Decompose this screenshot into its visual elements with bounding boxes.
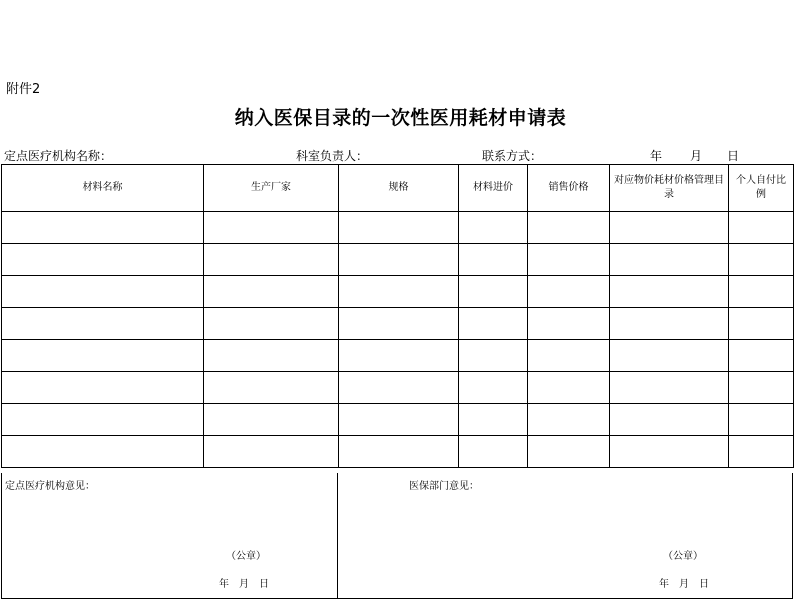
table-cell[interactable]: [459, 436, 528, 468]
table-cell[interactable]: [459, 372, 528, 404]
table-cell[interactable]: [528, 404, 610, 436]
table-cell[interactable]: [528, 340, 610, 372]
table-cell[interactable]: [610, 308, 729, 340]
institution-seal: （公章）: [226, 551, 266, 562]
table-cell[interactable]: [204, 276, 339, 308]
institution-opinion-box[interactable]: [1, 473, 338, 599]
table-cell[interactable]: [2, 372, 204, 404]
table-cell[interactable]: [339, 436, 459, 468]
table-cell[interactable]: [729, 436, 794, 468]
date-year: 年: [650, 149, 663, 163]
table-row: [2, 276, 794, 308]
attachment-label: 附件2: [6, 82, 41, 97]
table-row: [2, 436, 794, 468]
institution-name-label: 定点医疗机构名称：: [4, 149, 113, 163]
table-cell[interactable]: [459, 276, 528, 308]
institution-date: 年 月 日: [219, 579, 269, 590]
table-cell[interactable]: [204, 404, 339, 436]
table-cell[interactable]: [2, 436, 204, 468]
insurance-seal: （公章）: [663, 551, 703, 562]
table-cell[interactable]: [339, 244, 459, 276]
insurance-opinion-box[interactable]: [337, 473, 793, 599]
table-cell[interactable]: [339, 340, 459, 372]
table-cell[interactable]: [459, 244, 528, 276]
table-cell[interactable]: [610, 276, 729, 308]
contact-label: 联系方式：: [482, 149, 543, 163]
date-day: 日: [727, 149, 740, 163]
table-cell[interactable]: [204, 308, 339, 340]
table-header-row: [2, 165, 794, 212]
table-cell[interactable]: [610, 340, 729, 372]
table-cell[interactable]: [528, 276, 610, 308]
table-cell[interactable]: [528, 436, 610, 468]
table-cell[interactable]: [610, 212, 729, 244]
header-self-pay-ratio: 个人自付比例: [729, 165, 794, 212]
table-cell[interactable]: [729, 212, 794, 244]
table-cell[interactable]: [2, 244, 204, 276]
table-cell[interactable]: [610, 404, 729, 436]
table-row: [2, 212, 794, 244]
table-cell[interactable]: [528, 308, 610, 340]
table-cell[interactable]: [528, 244, 610, 276]
header-purchase-price: 材料进价: [459, 165, 528, 212]
table-cell[interactable]: [2, 276, 204, 308]
table-cell[interactable]: [339, 212, 459, 244]
header-manufacturer: 生产厂家: [204, 165, 339, 212]
table-cell[interactable]: [729, 244, 794, 276]
table-cell[interactable]: [2, 308, 204, 340]
table-cell[interactable]: [339, 404, 459, 436]
header-sale-price: 销售价格: [528, 165, 610, 212]
table-cell[interactable]: [339, 308, 459, 340]
table-cell[interactable]: [2, 404, 204, 436]
table-cell[interactable]: [459, 308, 528, 340]
table-cell[interactable]: [528, 372, 610, 404]
table-row: [2, 404, 794, 436]
materials-table: [1, 164, 794, 468]
table-cell[interactable]: [204, 372, 339, 404]
table-cell[interactable]: [729, 308, 794, 340]
table-cell[interactable]: [339, 372, 459, 404]
header-price-catalog: 对应物价耗材价格管理目录: [610, 165, 729, 212]
table-cell[interactable]: [204, 212, 339, 244]
table-cell[interactable]: [2, 212, 204, 244]
table-cell[interactable]: [2, 340, 204, 372]
table-row: [2, 340, 794, 372]
table-cell[interactable]: [339, 276, 459, 308]
table-cell[interactable]: [610, 244, 729, 276]
insurance-date: 年 月 日: [659, 579, 709, 590]
table-cell[interactable]: [204, 436, 339, 468]
table-cell[interactable]: [459, 340, 528, 372]
table-row: [2, 244, 794, 276]
institution-opinion-label: 定点医疗机构意见：: [5, 481, 95, 492]
table-cell[interactable]: [204, 244, 339, 276]
header-specification: 规格: [339, 165, 459, 212]
table-row: [2, 372, 794, 404]
table-cell[interactable]: [729, 372, 794, 404]
date-month: 月: [690, 149, 703, 163]
table-cell[interactable]: [729, 340, 794, 372]
table-cell[interactable]: [459, 212, 528, 244]
insurance-opinion-label: 医保部门意见：: [409, 481, 479, 492]
table-cell[interactable]: [729, 404, 794, 436]
header-material-name: 材料名称: [2, 165, 204, 212]
table-cell[interactable]: [528, 212, 610, 244]
table-row: [2, 308, 794, 340]
table-cell[interactable]: [459, 404, 528, 436]
table-cell[interactable]: [729, 276, 794, 308]
form-title: 纳入医保目录的一次性医用耗材申请表: [234, 107, 567, 129]
table-cell[interactable]: [204, 340, 339, 372]
table-cell[interactable]: [610, 436, 729, 468]
table-cell[interactable]: [610, 372, 729, 404]
dept-head-label: 科室负责人：: [296, 149, 369, 163]
